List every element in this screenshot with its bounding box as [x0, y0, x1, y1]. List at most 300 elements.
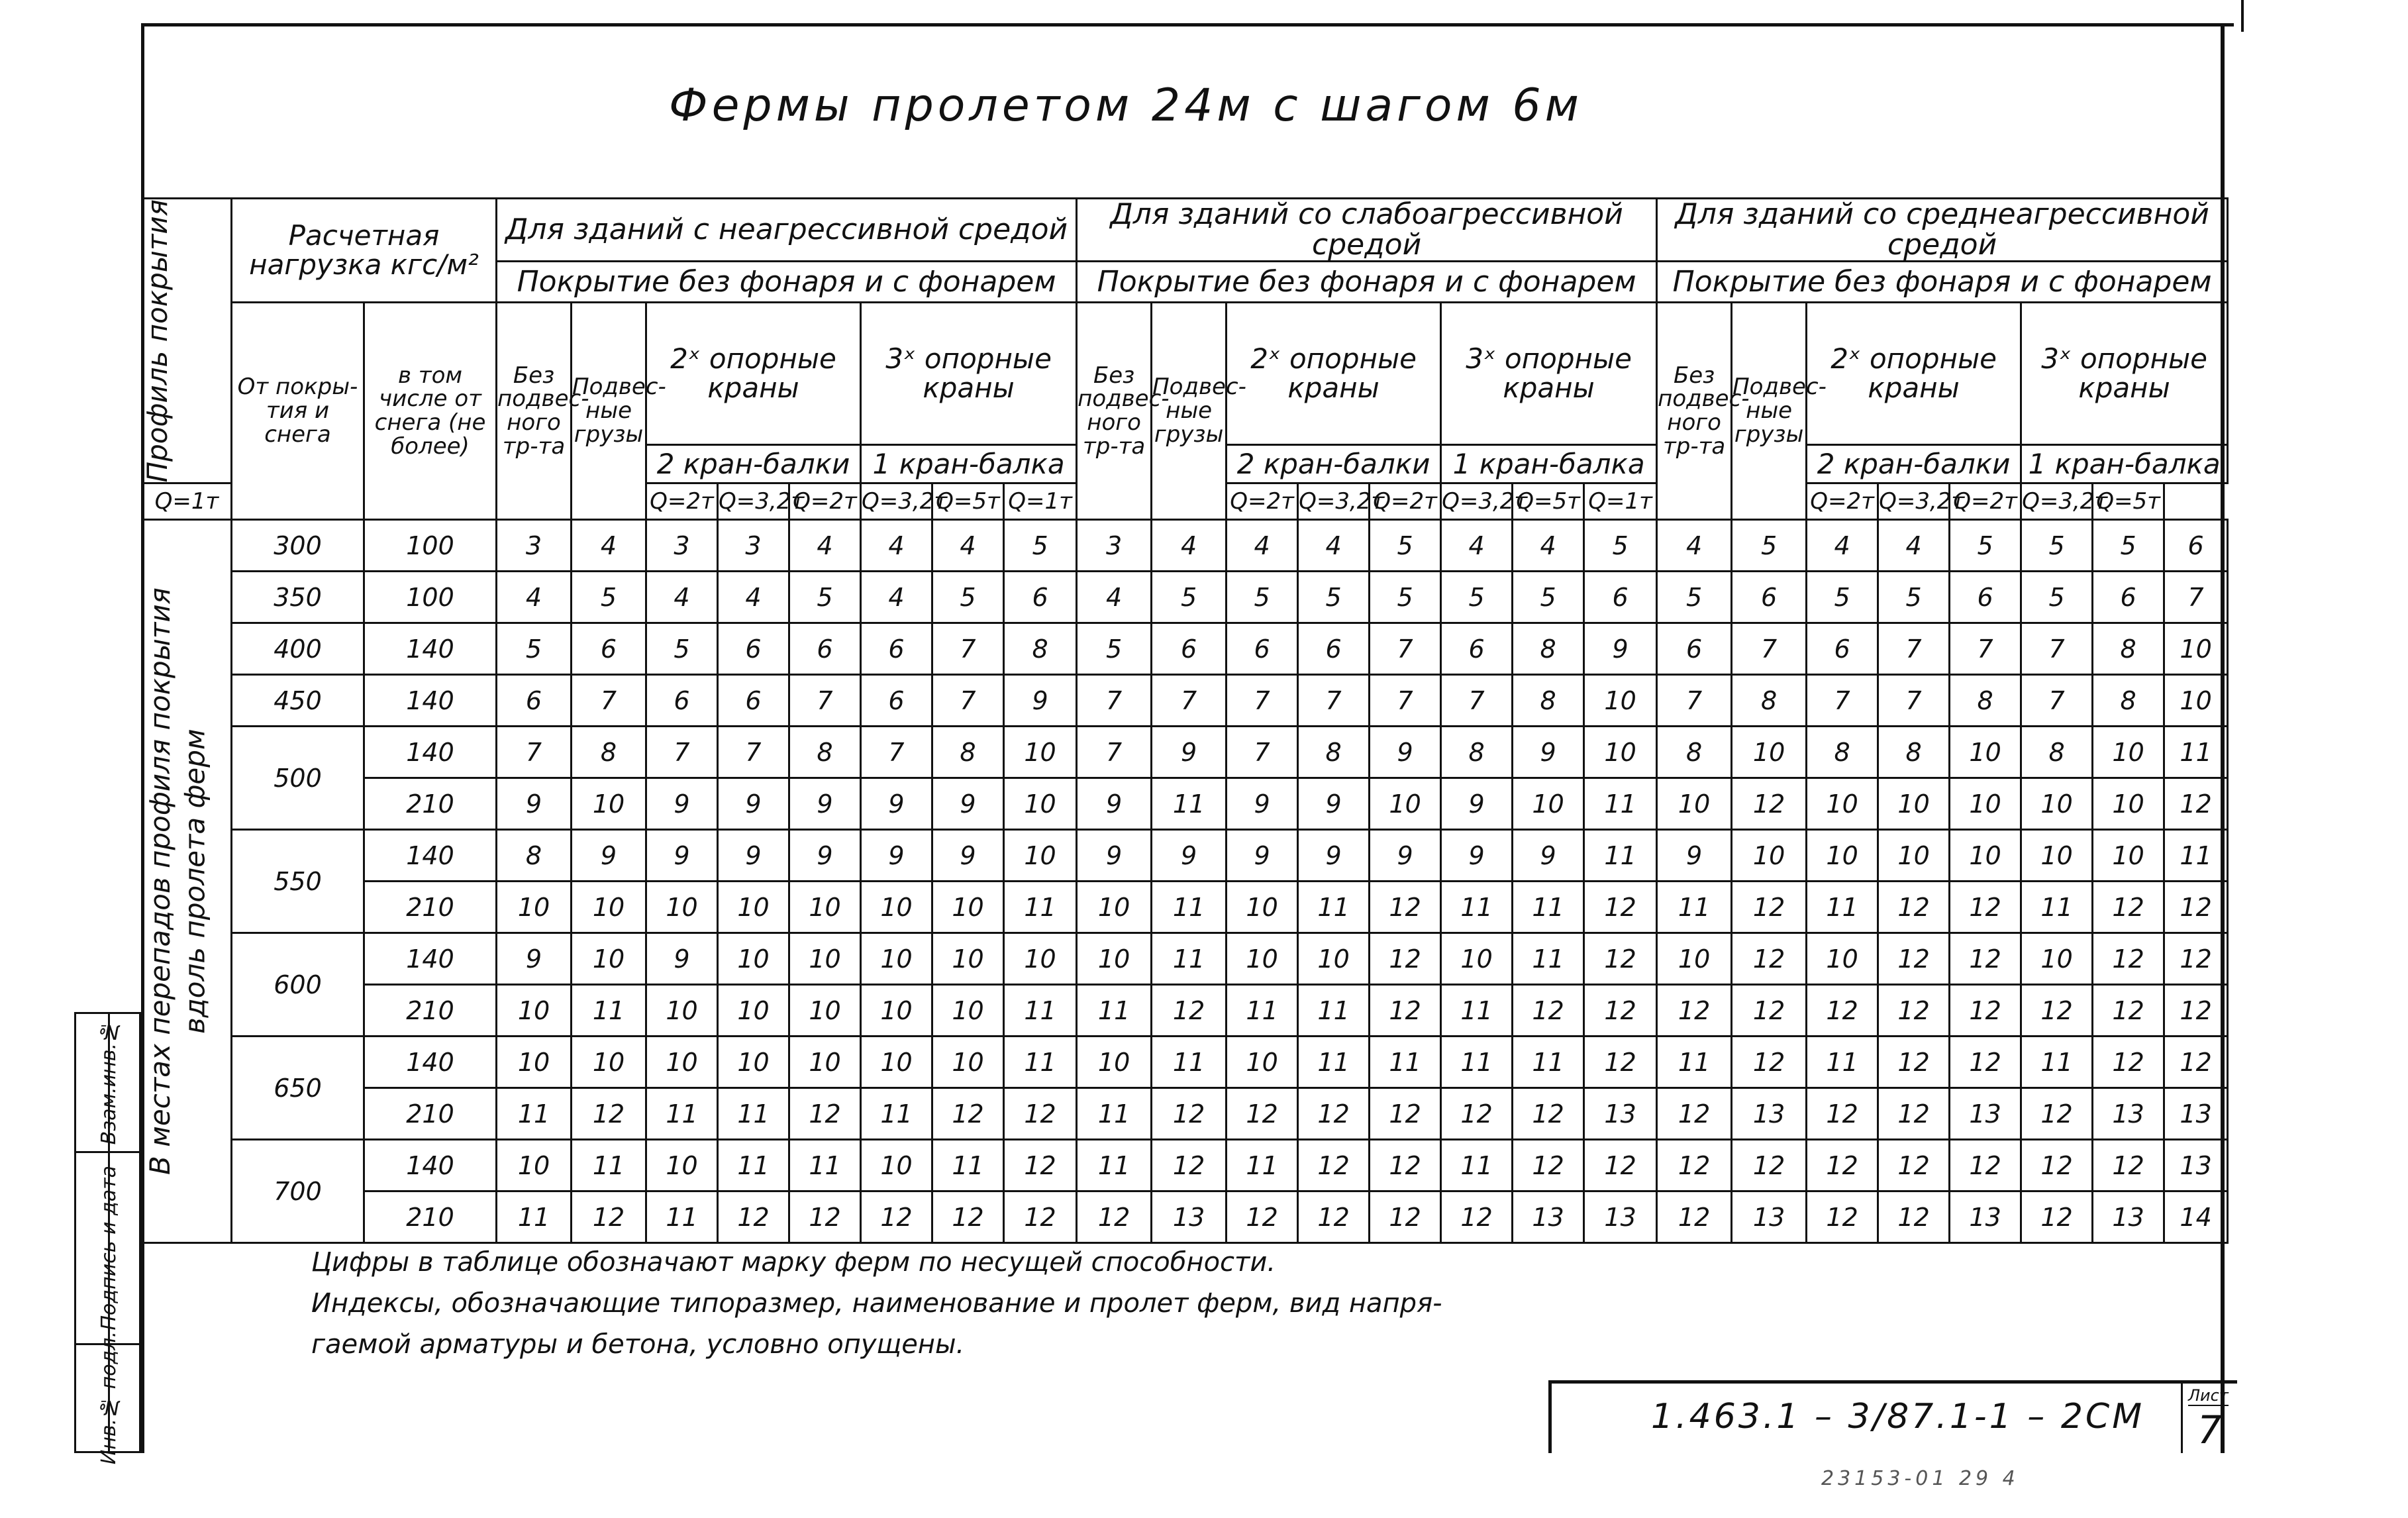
truss-mark-cell: 10 [932, 985, 1004, 1037]
stamp-cell-inventory [76, 1331, 141, 1465]
truss-mark-cell: 9 [1227, 778, 1298, 830]
title-block [1548, 1380, 2237, 1453]
truss-mark-cell: 12 [1298, 1140, 1370, 1191]
side-label: В местах перепадов профиля покрытия вдоль пролета ферм [144, 587, 211, 1176]
truss-mark-cell: 10 [718, 985, 789, 1037]
snow-load-cell: 210 [364, 778, 497, 830]
truss-mark-cell: 4 [932, 520, 1004, 572]
truss-mark-cell: 12 [1077, 1191, 1152, 1243]
truss-mark-cell: 6 [718, 623, 789, 675]
truss-mark-cell: 12 [1950, 985, 2021, 1037]
truss-mark-table [141, 197, 2229, 1244]
truss-mark-cell: 10 [1298, 933, 1370, 985]
truss-mark-cell: 11 [1077, 985, 1152, 1037]
truss-mark-cell: 10 [1227, 933, 1298, 985]
truss-mark-cell: 13 [2164, 1088, 2228, 1140]
truss-mark-cell: 5 [646, 623, 718, 675]
support-cranes-2-header: 2ˣ опорные краны [1807, 303, 2021, 445]
truss-mark-cell: 11 [1152, 882, 1227, 933]
truss-mark-cell: 7 [1077, 675, 1152, 727]
truss-mark-cell: 12 [1950, 1140, 2021, 1191]
truss-mark-cell: 7 [497, 727, 572, 778]
truss-mark-cell: 5 [1513, 572, 1584, 623]
truss-mark-cell: 12 [1004, 1140, 1077, 1191]
truss-mark-cell: 8 [932, 727, 1004, 778]
truss-mark-cell: 12 [1807, 1140, 1878, 1191]
truss-mark-cell: 10 [1807, 830, 1878, 882]
load-total-cell: 400 [232, 623, 364, 675]
truss-mark-cell: 7 [1807, 675, 1878, 727]
truss-mark-cell: 10 [646, 1140, 718, 1191]
truss-mark-cell: 8 [1657, 727, 1732, 778]
load-total-cell: 650 [232, 1037, 364, 1140]
truss-mark-cell: 12 [1878, 1191, 1950, 1243]
truss-mark-cell: 12 [1657, 1088, 1732, 1140]
truss-mark-cell: 11 [718, 1088, 789, 1140]
truss-mark-cell: 5 [1004, 520, 1077, 572]
truss-mark-cell: 12 [1152, 1088, 1227, 1140]
table-row [142, 985, 2228, 1037]
truss-mark-cell: 13 [1584, 1088, 1657, 1140]
truss-mark-cell: 4 [646, 572, 718, 623]
truss-mark-cell: 9 [572, 830, 646, 882]
no-hoist-header: Без подвес- ного тр-та [1077, 303, 1152, 520]
one-beam-header: 1 кран-балка [861, 445, 1077, 483]
q-header: Q=5т [932, 483, 1004, 520]
stamp-cell-replacement [76, 1014, 141, 1153]
table-row [142, 675, 2228, 727]
truss-mark-cell: 7 [789, 675, 861, 727]
truss-mark-cell: 12 [1513, 1140, 1584, 1191]
truss-mark-cell: 9 [497, 933, 572, 985]
truss-mark-cell: 7 [646, 727, 718, 778]
truss-mark-cell: 8 [1298, 727, 1370, 778]
truss-mark-cell: 12 [1950, 1037, 2021, 1088]
truss-mark-cell: 10 [497, 1037, 572, 1088]
truss-mark-cell: 11 [1004, 882, 1077, 933]
truss-mark-cell: 11 [497, 1088, 572, 1140]
profile-header: Профиль покрытия [142, 199, 232, 483]
truss-mark-cell: 10 [1657, 933, 1732, 985]
truss-mark-cell: 7 [1441, 675, 1513, 727]
truss-mark-cell: 9 [1441, 830, 1513, 882]
truss-mark-cell: 11 [1513, 933, 1584, 985]
q-header: Q=1т [1004, 483, 1077, 520]
side-label-cell [142, 520, 232, 1243]
truss-mark-cell: 6 [861, 675, 932, 727]
truss-mark-cell: 6 [1732, 572, 1807, 623]
one-beam-header: 1 кран-балка [2021, 445, 2228, 483]
truss-mark-cell: 10 [2021, 933, 2093, 985]
truss-mark-cell: 4 [1657, 520, 1732, 572]
q-header: Q=1т [142, 483, 232, 520]
truss-mark-cell: 4 [1152, 520, 1227, 572]
truss-mark-cell: 7 [572, 675, 646, 727]
design-load-header: Расчетная нагрузка кгс/м² [232, 199, 497, 303]
truss-mark-cell: 4 [1077, 572, 1152, 623]
truss-mark-cell: 12 [1732, 933, 1807, 985]
truss-mark-cell: 5 [1807, 572, 1878, 623]
truss-mark-cell: 5 [789, 572, 861, 623]
truss-mark-cell: 9 [861, 778, 932, 830]
truss-mark-cell: 13 [2093, 1088, 2164, 1140]
truss-mark-cell: 10 [1584, 727, 1657, 778]
support-cranes-2-header: 2ˣ опорные краны [646, 303, 861, 445]
truss-mark-cell: 11 [1807, 1037, 1878, 1088]
truss-mark-cell: 6 [861, 623, 932, 675]
truss-mark-cell: 11 [789, 1140, 861, 1191]
truss-mark-cell: 10 [572, 1037, 646, 1088]
truss-mark-cell: 12 [2093, 882, 2164, 933]
table-row [142, 830, 2228, 882]
truss-mark-cell: 10 [1513, 778, 1584, 830]
table-row [142, 623, 2228, 675]
truss-mark-cell: 9 [1152, 727, 1227, 778]
group-weak-aggressive-header: Для зданий со слабоагрессивной средой [1077, 199, 1657, 262]
truss-mark-cell: 11 [1227, 1140, 1298, 1191]
truss-mark-cell: 11 [861, 1088, 932, 1140]
truss-mark-cell: 10 [1950, 830, 2021, 882]
truss-mark-cell: 9 [932, 778, 1004, 830]
truss-mark-cell: 8 [1441, 727, 1513, 778]
hanging-loads-header: Подвес- ные грузы [572, 303, 646, 520]
load-total-cell: 550 [232, 830, 364, 933]
truss-mark-cell: 8 [1732, 675, 1807, 727]
truss-mark-cell: 12 [1441, 1088, 1513, 1140]
truss-mark-cell: 6 [1152, 623, 1227, 675]
no-hoist-header: Без подвес- ного тр-та [497, 303, 572, 520]
truss-mark-cell: 12 [572, 1088, 646, 1140]
truss-mark-cell: 11 [1298, 882, 1370, 933]
truss-mark-cell: 12 [1584, 1140, 1657, 1191]
truss-mark-cell: 12 [1584, 933, 1657, 985]
truss-mark-cell: 12 [1732, 1037, 1807, 1088]
truss-mark-cell: 5 [572, 572, 646, 623]
truss-mark-cell: 11 [646, 1191, 718, 1243]
truss-mark-cell: 10 [1077, 882, 1152, 933]
truss-mark-cell: 13 [2093, 1191, 2164, 1243]
truss-mark-cell: 5 [1227, 572, 1298, 623]
truss-mark-cell: 12 [1657, 1140, 1732, 1191]
truss-mark-cell: 6 [497, 675, 572, 727]
snow-load-cell: 210 [364, 882, 497, 933]
truss-mark-cell: 12 [1807, 1088, 1878, 1140]
q-header: Q=5т [2093, 483, 2164, 520]
truss-mark-cell: 10 [1657, 778, 1732, 830]
truss-mark-cell: 10 [1004, 778, 1077, 830]
from-roof-and-snow-header: От покры- тия и снега [232, 303, 364, 520]
two-beams-header: 2 кран-балки [1807, 445, 2021, 483]
group-medium-aggressive-header: Для зданий со среднеагрессивной средой [1657, 199, 2228, 262]
truss-mark-cell: 12 [2021, 985, 2093, 1037]
truss-mark-cell: 12 [1584, 882, 1657, 933]
snow-load-cell: 140 [364, 1140, 497, 1191]
load-total-cell: 300 [232, 520, 364, 572]
truss-mark-cell: 10 [2021, 830, 2093, 882]
truss-mark-cell: 10 [497, 985, 572, 1037]
truss-mark-cell: 11 [1152, 933, 1227, 985]
load-total-cell: 500 [232, 727, 364, 830]
truss-mark-cell: 10 [789, 985, 861, 1037]
hanging-loads-header: Подвес- ные грузы [1152, 303, 1227, 520]
coverage-header: Покрытие без фонаря и с фонарем [1657, 262, 2228, 303]
truss-mark-cell: 9 [1584, 623, 1657, 675]
truss-mark-cell: 8 [1878, 727, 1950, 778]
truss-mark-cell: 12 [2093, 985, 2164, 1037]
truss-mark-cell: 6 [1584, 572, 1657, 623]
truss-mark-cell: 3 [1077, 520, 1152, 572]
q-header: Q=2т [1370, 483, 1441, 520]
truss-mark-cell: 11 [1370, 1037, 1441, 1088]
sheet-number: 7 [2197, 1407, 2222, 1452]
load-total-cell: 350 [232, 572, 364, 623]
truss-mark-cell: 7 [1732, 623, 1807, 675]
truss-mark-cell: 8 [2021, 727, 2093, 778]
truss-mark-cell: 9 [1227, 830, 1298, 882]
truss-mark-cell: 6 [1657, 623, 1732, 675]
truss-mark-cell: 5 [1657, 572, 1732, 623]
truss-mark-cell: 6 [718, 675, 789, 727]
snow-load-cell: 100 [364, 520, 497, 572]
truss-mark-cell: 5 [1950, 520, 2021, 572]
truss-mark-cell: 10 [1227, 882, 1298, 933]
truss-mark-cell: 10 [1950, 727, 2021, 778]
truss-mark-cell: 11 [1584, 778, 1657, 830]
truss-mark-cell: 11 [1441, 882, 1513, 933]
truss-mark-cell: 13 [1513, 1191, 1584, 1243]
truss-mark-cell: 10 [932, 882, 1004, 933]
sheet-box [2181, 1384, 2238, 1453]
truss-mark-cell: 5 [932, 572, 1004, 623]
support-cranes-3-header: 3ˣ опорные краны [2021, 303, 2228, 445]
truss-mark-cell: 12 [1370, 1088, 1441, 1140]
snow-load-cell: 100 [364, 572, 497, 623]
q-header: Q=2т [1950, 483, 2021, 520]
truss-mark-cell: 12 [1950, 882, 2021, 933]
no-hoist-header: Без подвес- ного тр-та [1657, 303, 1732, 520]
stamp-cell-signature [76, 1153, 141, 1345]
document-code: 1.463.1 – 3/87.1-1 – 2СМ [1651, 1397, 2145, 1437]
truss-mark-cell: 12 [789, 1088, 861, 1140]
top-margin-tick [2241, 0, 2244, 32]
truss-mark-cell: 12 [2093, 1037, 2164, 1088]
truss-mark-cell: 4 [789, 520, 861, 572]
truss-mark-cell: 12 [789, 1191, 861, 1243]
truss-mark-cell: 9 [1441, 778, 1513, 830]
support-cranes-2-header: 2ˣ опорные краны [1227, 303, 1441, 445]
truss-mark-cell: 11 [1513, 882, 1584, 933]
truss-mark-cell: 9 [497, 778, 572, 830]
truss-mark-cell: 8 [1513, 675, 1584, 727]
truss-mark-cell: 4 [1227, 520, 1298, 572]
truss-mark-cell: 9 [1370, 830, 1441, 882]
truss-mark-cell: 11 [1077, 1140, 1152, 1191]
truss-mark-cell: 12 [1513, 985, 1584, 1037]
truss-mark-cell: 11 [1513, 1037, 1584, 1088]
truss-mark-cell: 10 [1077, 1037, 1152, 1088]
truss-mark-cell: 11 [1441, 1140, 1513, 1191]
truss-mark-cell: 10 [1878, 830, 1950, 882]
truss-mark-cell: 6 [1441, 623, 1513, 675]
truss-mark-cell: 10 [718, 1037, 789, 1088]
truss-mark-cell: 7 [932, 675, 1004, 727]
truss-mark-cell: 10 [1004, 933, 1077, 985]
truss-mark-cell: 12 [1878, 1140, 1950, 1191]
truss-mark-cell: 13 [1950, 1088, 2021, 1140]
table-row [142, 1191, 2228, 1243]
table-row [142, 572, 2228, 623]
truss-mark-cell: 7 [1227, 727, 1298, 778]
including-snow-header: в том числе от снега (не более) [364, 303, 497, 520]
truss-mark-cell: 10 [932, 1037, 1004, 1088]
truss-mark-cell: 11 [1152, 778, 1227, 830]
truss-mark-cell: 12 [1152, 985, 1227, 1037]
truss-mark-cell: 12 [861, 1191, 932, 1243]
group-non-aggressive-header: Для зданий с неагрессивной средой [497, 199, 1077, 262]
truss-mark-cell: 4 [718, 572, 789, 623]
q-header: Q=3,2т [1298, 483, 1370, 520]
page-title: Фермы пролетом 24м с шагом 6м [669, 79, 1583, 132]
q-header: Q=3,2т [1878, 483, 1950, 520]
truss-mark-cell: 8 [2093, 675, 2164, 727]
table-row [142, 520, 2228, 572]
truss-mark-cell: 6 [2093, 572, 2164, 623]
truss-mark-cell: 11 [1298, 985, 1370, 1037]
truss-mark-cell: 12 [2164, 882, 2228, 933]
truss-mark-cell: 12 [1370, 985, 1441, 1037]
truss-mark-cell: 12 [932, 1088, 1004, 1140]
truss-mark-cell: 12 [1152, 1140, 1227, 1191]
truss-mark-cell: 6 [2164, 520, 2228, 572]
snow-load-cell: 140 [364, 830, 497, 882]
truss-mark-cell: 11 [1584, 830, 1657, 882]
truss-mark-cell: 11 [1077, 1088, 1152, 1140]
truss-mark-cell: 12 [1732, 778, 1807, 830]
truss-mark-cell: 12 [1657, 985, 1732, 1037]
snow-load-cell: 210 [364, 1088, 497, 1140]
truss-mark-cell: 10 [646, 1037, 718, 1088]
truss-mark-cell: 12 [1732, 985, 1807, 1037]
truss-mark-cell: 6 [572, 623, 646, 675]
truss-mark-cell: 10 [789, 933, 861, 985]
truss-mark-cell: 8 [1513, 623, 1584, 675]
truss-mark-cell: 11 [1298, 1037, 1370, 1088]
truss-mark-cell: 10 [2021, 778, 2093, 830]
truss-mark-cell: 10 [572, 778, 646, 830]
truss-mark-cell: 10 [2164, 623, 2228, 675]
truss-mark-cell: 13 [2164, 1140, 2228, 1191]
truss-mark-cell: 10 [1441, 933, 1513, 985]
truss-mark-cell: 10 [1732, 830, 1807, 882]
truss-mark-cell: 12 [1584, 1037, 1657, 1088]
truss-mark-cell: 6 [1950, 572, 2021, 623]
truss-mark-cell: 12 [1807, 985, 1878, 1037]
truss-mark-cell: 12 [2164, 778, 2228, 830]
note-line: Цифры в таблице обозначают марку ферм по несущей способности. [311, 1247, 1276, 1278]
two-beams-header: 2 кран-балки [1227, 445, 1441, 483]
snow-load-cell: 140 [364, 1037, 497, 1088]
truss-mark-cell: 9 [1657, 830, 1732, 882]
truss-mark-cell: 12 [2021, 1088, 2093, 1140]
truss-mark-cell: 12 [1878, 882, 1950, 933]
truss-mark-cell: 7 [861, 727, 932, 778]
truss-mark-cell: 6 [646, 675, 718, 727]
truss-mark-cell: 12 [718, 1191, 789, 1243]
table-body [142, 520, 2228, 1243]
truss-mark-cell: 9 [1370, 727, 1441, 778]
note-line: гаемой арматуры и бетона, условно опущены. [311, 1329, 965, 1360]
truss-mark-cell: 12 [932, 1191, 1004, 1243]
truss-mark-cell: 11 [572, 1140, 646, 1191]
snow-load-cell: 140 [364, 623, 497, 675]
table-row [142, 727, 2228, 778]
truss-mark-cell: 12 [1004, 1088, 1077, 1140]
truss-mark-cell: 3 [497, 520, 572, 572]
truss-mark-cell: 5 [1584, 520, 1657, 572]
sheet-label: Лист [2188, 1386, 2229, 1405]
truss-mark-cell: 6 [1807, 623, 1878, 675]
truss-mark-cell: 10 [2093, 830, 2164, 882]
truss-mark-cell: 6 [789, 623, 861, 675]
truss-mark-cell: 9 [1152, 830, 1227, 882]
truss-mark-cell: 7 [718, 727, 789, 778]
truss-mark-cell: 11 [1227, 985, 1298, 1037]
truss-mark-cell: 12 [1370, 882, 1441, 933]
truss-mark-cell: 9 [1298, 830, 1370, 882]
truss-mark-cell: 13 [1584, 1191, 1657, 1243]
truss-mark-cell: 9 [718, 778, 789, 830]
truss-mark-cell: 11 [1657, 1037, 1732, 1088]
truss-mark-cell: 12 [1732, 882, 1807, 933]
q-header: Q=3,2т [1441, 483, 1513, 520]
truss-mark-cell: 12 [2093, 933, 2164, 985]
snow-load-cell: 140 [364, 675, 497, 727]
truss-mark-cell: 10 [646, 985, 718, 1037]
truss-mark-cell: 5 [497, 623, 572, 675]
load-total-cell: 600 [232, 933, 364, 1037]
truss-mark-cell: 5 [1732, 520, 1807, 572]
truss-mark-cell: 12 [1441, 1191, 1513, 1243]
truss-mark-cell: 9 [646, 830, 718, 882]
table-row [142, 933, 2228, 985]
truss-mark-cell: 11 [932, 1140, 1004, 1191]
truss-mark-cell: 10 [1950, 778, 2021, 830]
truss-mark-cell: 10 [2093, 727, 2164, 778]
truss-mark-cell: 9 [646, 778, 718, 830]
snow-load-cell: 140 [364, 933, 497, 985]
truss-mark-cell: 7 [1370, 675, 1441, 727]
truss-mark-cell: 13 [1732, 1191, 1807, 1243]
note-line: Индексы, обозначающие типоразмер, наименование и пролет ферм, вид напря- [311, 1288, 1442, 1319]
stamp-label: Инв.№ подл. [97, 1331, 121, 1465]
truss-mark-cell: 11 [1004, 1037, 1077, 1088]
two-beams-header: 2 кран-балки [646, 445, 861, 483]
truss-mark-cell: 10 [1807, 933, 1878, 985]
q-header: Q=2т [1227, 483, 1298, 520]
truss-mark-cell: 12 [1584, 985, 1657, 1037]
truss-mark-cell: 8 [789, 727, 861, 778]
truss-mark-cell: 9 [1077, 778, 1152, 830]
truss-mark-cell: 7 [2021, 623, 2093, 675]
truss-mark-cell: 10 [1878, 778, 1950, 830]
stamp-strip [74, 1012, 141, 1465]
q-header: Q=3,2т [2021, 483, 2093, 520]
q-header: Q=2т [646, 483, 718, 520]
truss-mark-cell: 10 [789, 882, 861, 933]
truss-mark-cell: 7 [1370, 623, 1441, 675]
truss-mark-cell: 5 [2021, 520, 2093, 572]
truss-mark-cell: 12 [2021, 1191, 2093, 1243]
